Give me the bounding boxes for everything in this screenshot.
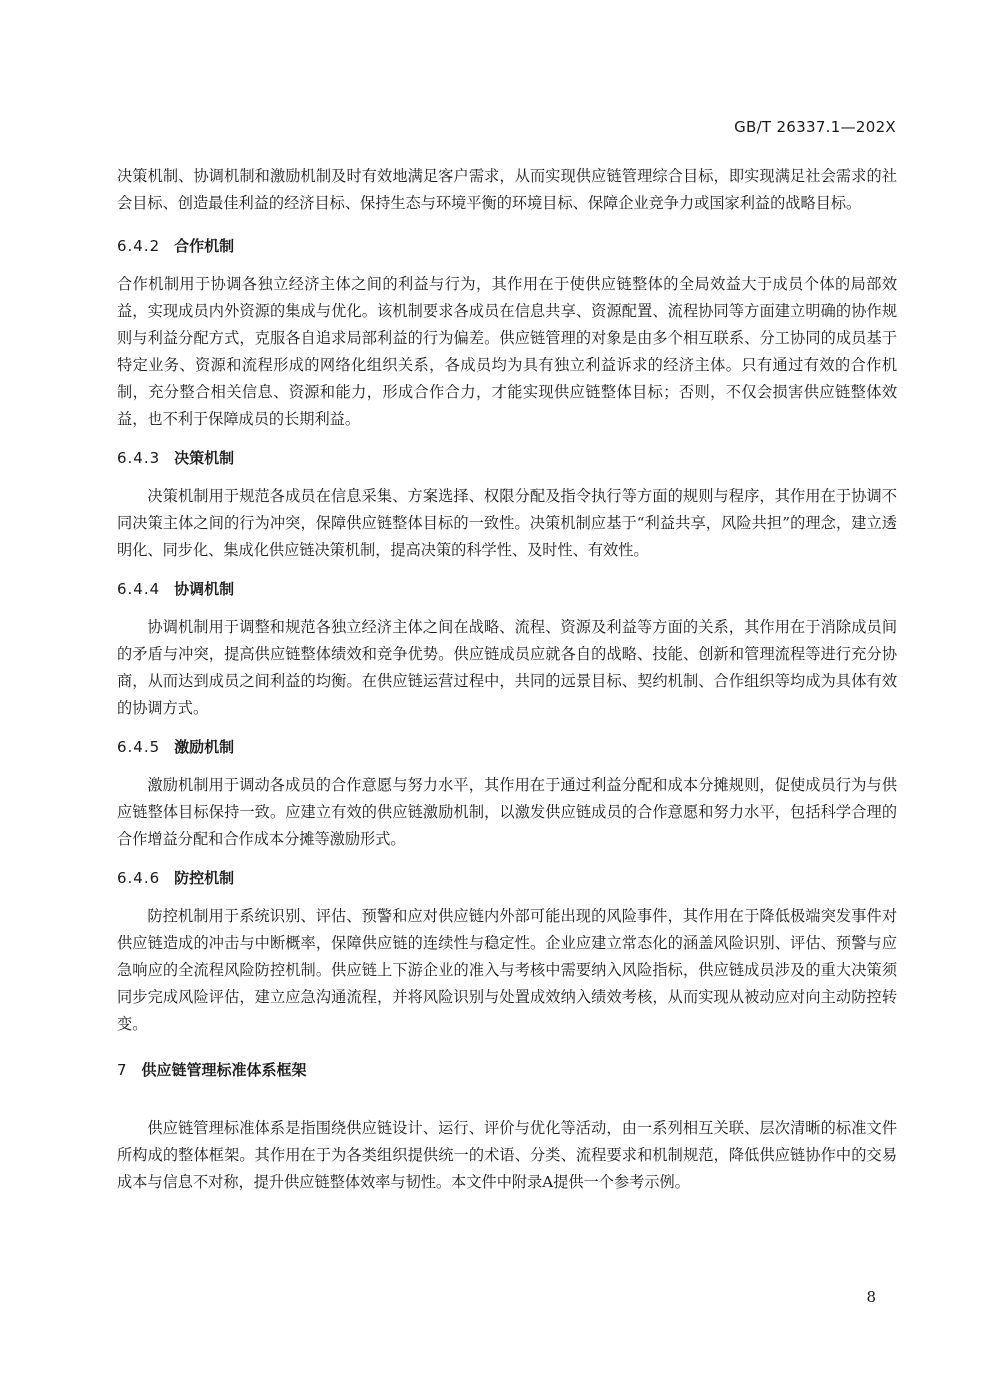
section-heading-6-4-2 [117, 233, 897, 260]
section-heading-6-4-4 [117, 576, 897, 603]
section-paragraph-6-4-4: 协调机制用于调整和规范各独立经济主体之间在战略、流程、资源及利益等方面的关系，其作用在于消除成员间的矛盾与冲突，提高供应链整体绩效和竞争优势。供应链成员应就各自的战略、技能、创新和管理流程等进行充分协商，从而达到成员之间利益的均衡。在供应链运营过程中，共同的远景目标、契约机制、合作组织等均成为具体有效的协调方式。 [117, 618, 897, 717]
page-number: 8 [866, 1288, 876, 1306]
section-title: 协调机制 [174, 580, 235, 598]
section-number: 6.4.4 [117, 580, 161, 598]
section-heading-6-4-6 [117, 865, 897, 892]
chapter-title: 供应链管理标准体系框架 [141, 1061, 307, 1079]
chapter-number: 7 [117, 1061, 128, 1079]
section-paragraph-6-4-6: 防控机制用于系统识别、评估、预警和应对供应链内外部可能出现的风险事件，其作用在于降低极端突发事件对供应链造成的冲击与中断概率，保障供应链的连续性与稳定性。企业应建立常态化的涵盖风险识别、评估、预警与应急响应的全流程风险防控机制。供应链上下游企业的准入与考核中需要纳入风险指标，供应链成员涉及的重大决策须同步完成风险评估，建立应急沟通流程，并将风险识别与处置成效纳入绩效考核，从而实现从被动应对向主动防控转变。 [117, 907, 897, 1033]
section-title: 合作机制 [174, 237, 235, 255]
page-content [117, 163, 897, 1196]
intro-paragraph: 决策机制、协调机制和激励机制及时有效地满足客户需求，从而实现供应链管理综合目标，即实现满足社会需求的社会目标、创造最佳利益的经济目标、保持生态与环境平衡的环境目标、保障企业竞争力或国家利益的战略目标。 [117, 167, 897, 212]
section-title: 激励机制 [174, 738, 235, 756]
document-code: GB/T 26337.1—202X [734, 118, 896, 136]
section-title: 决策机制 [174, 449, 235, 467]
section-title: 防控机制 [174, 869, 235, 887]
section-number: 6.4.6 [117, 869, 161, 887]
section-number: 6.4.3 [117, 449, 161, 467]
chapter-paragraph-7: 供应链管理标准体系是指围绕供应链设计、运行、评价与优化等活动，由一系列相互关联、层次清晰的标准文件所构成的整体框架。其作用在于为各类组织提供统一的术语、分类、流程要求和机制规范，降低供应链协作中的交易成本与信息不对称，提升供应链整体效率与韧性。本文件中附录A提供一个参考示例。 [117, 1119, 897, 1191]
section-paragraph-6-4-5: 激励机制用于调动各成员的合作意愿与努力水平，其作用在于通过利益分配和成本分摊规则，促使成员行为与供应链整体目标保持一致。应建立有效的供应链激励机制，以激发供应链成员的合作意愿和努力水平，包括科学合理的合作增益分配和合作成本分摊等激励形式。 [117, 776, 897, 848]
section-paragraph-6-4-3: 决策机制用于规范各成员在信息采集、方案选择、权限分配及指令执行等方面的规则与程序，其作用在于协调不同决策主体之间的行为冲突，保障供应链整体目标的一致性。决策机制应基于“利益共享，风险共担”的理念，建立透明化、同步化、集成化供应链决策机制，提高决策的科学性、及时性、有效性。 [117, 487, 897, 559]
chapter-heading-7 [117, 1057, 897, 1084]
section-heading-6-4-5 [117, 734, 897, 761]
section-number: 6.4.2 [117, 237, 161, 255]
section-number: 6.4.5 [117, 738, 161, 756]
section-heading-6-4-3 [117, 445, 897, 472]
section-paragraph-6-4-2: 合作机制用于协调各独立经济主体之间的利益与行为，其作用在于使供应链整体的全局效益大于成员个体的局部效益，实现成员内外资源的集成与优化。该机制要求各成员在信息共享、资源配置、流程协同等方面建立明确的协作规则与利益分配方式，克服各自追求局部利益的行为偏差。供应链管理的对象是由多个相互联系、分工协同的成员基于特定业务、资源和流程形成的网络化组织关系，各成员均为具有独立利益诉求的经济主体。只有通过有效的合作机制，充分整合相关信息、资源和能力，形成合作合力，才能实现供应链整体目标；否则，不仅会损害供应链整体效益，也不利于保障成员的长期利益。 [117, 275, 897, 428]
